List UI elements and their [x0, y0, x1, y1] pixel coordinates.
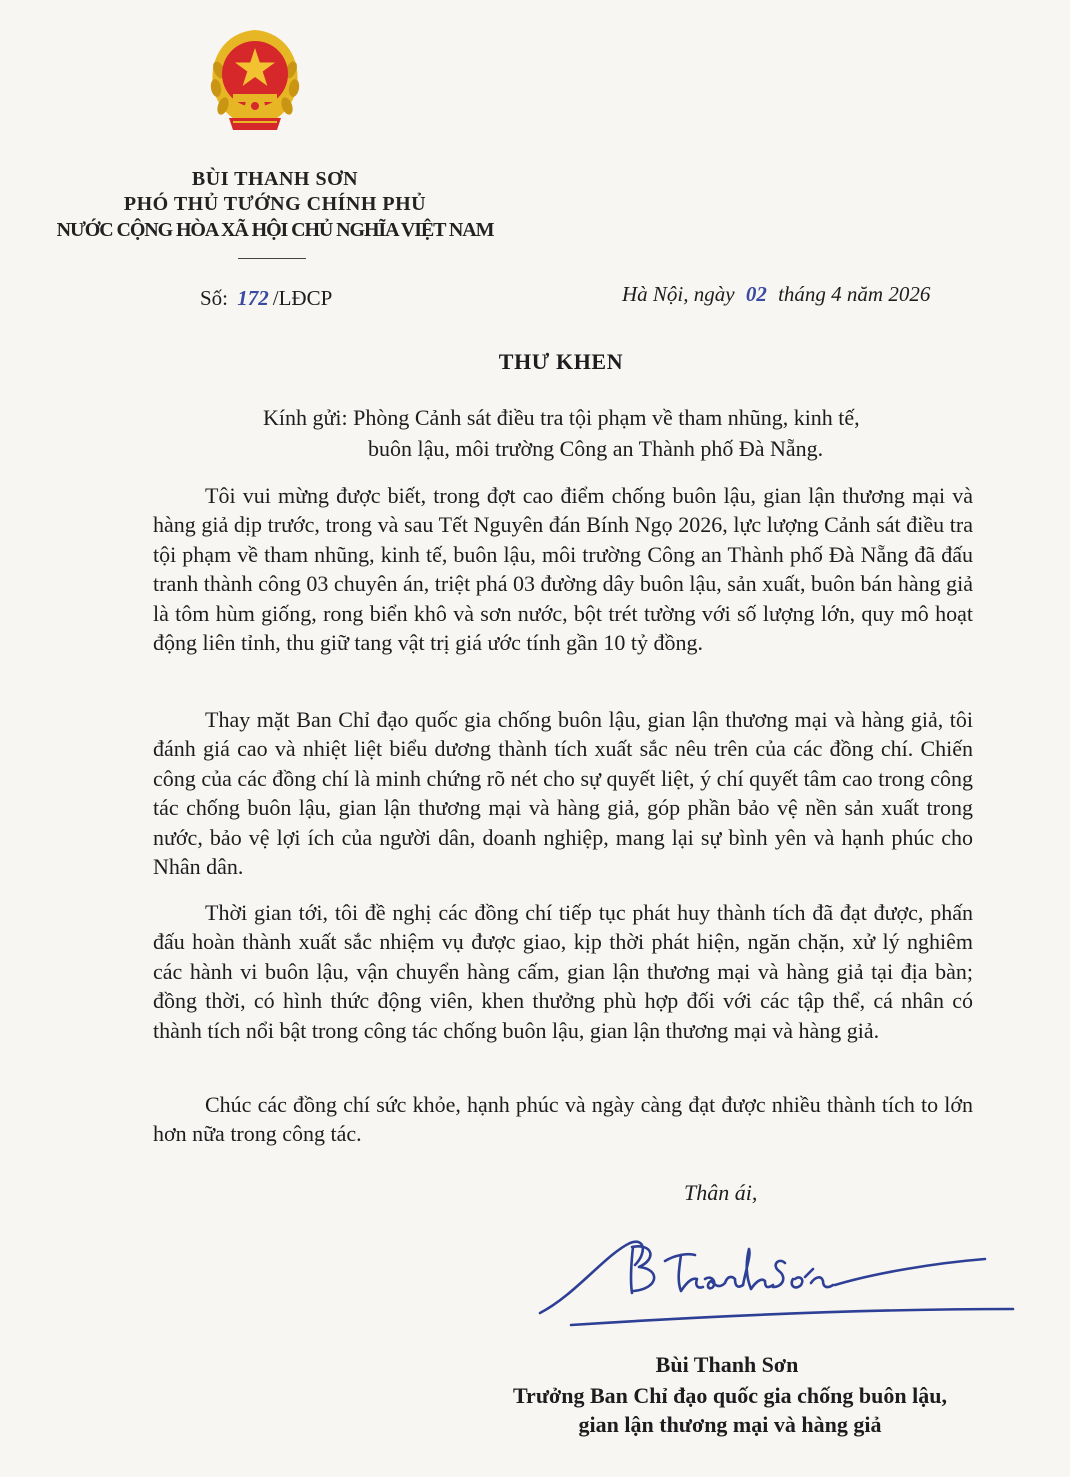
salutation	[263, 402, 860, 464]
salutation-line-1: Kính gửi: Phòng Cảnh sát điều tra tội phạm về tham nhũng, kinh tế,	[263, 405, 860, 430]
number-suffix: /LĐCP	[272, 286, 333, 310]
signer-title	[460, 1381, 1000, 1439]
country-name: NƯỚC CỘNG HÒA XÃ HỘI CHỦ NGHĨA VIỆT NAM	[56, 219, 494, 241]
document-number	[200, 286, 332, 311]
date-line	[622, 282, 930, 307]
sender-name: BÙI THANH SƠN	[191, 168, 359, 190]
date-prefix: Hà Nội, ngày	[622, 282, 735, 306]
body-paragraph: Thay mặt Ban Chỉ đạo quốc gia chống buôn lậu, gian lận thương mại và hàng giả, tôi đánh giá cao và nhiệt liệt biểu dương thành tích xuất sắc nêu trên của các đồng chí. Chiến công của các đồng chí là minh chứng rõ nét cho sự quyết liệt, ý chí quyết tâm cao trong công tác chống buôn lậu, gian lận thương mại và hàng giả, góp phần bảo vệ nền sản xuất trong nước, bảo vệ lợi ích của người dân, doanh nghiệp, mang lại sự bình yên và hạnh phúc cho Nhân dân.	[153, 707, 973, 880]
signer-title-line-1: Trưởng Ban Chỉ đạo quốc gia chống buôn lậu,	[513, 1383, 947, 1408]
signer-name: Bùi Thanh Sơn	[655, 1352, 799, 1377]
national-emblem-icon	[203, 22, 307, 138]
header-divider	[238, 258, 306, 259]
body-paragraph: Thời gian tới, tôi đề nghị các đồng chí tiếp tục phát huy thành tích đã đạt được, phấn đấu hoàn thành xuất sắc nhiệm vụ được giao, kịp thời phát hiện, ngăn chặn, xử lý nghiêm các hành vi buôn lậu, vận chuyển hàng cấm, gian lận thương mại và hàng giả tại địa bàn; đồng thời, có hình thức động viên, khen thưởng phù hợp đối với các tập thể, cá nhân có thành tích nổi bật trong công tác chống buôn lậu, gian lận thương mại và hàng giả.	[153, 900, 973, 1043]
closing: Thân ái,	[684, 1180, 758, 1205]
sender-position: PHÓ THỦ TƯỚNG CHÍNH PHỦ	[123, 193, 427, 215]
signer-title-line-2: gian lận thương mại và hàng giả	[578, 1412, 882, 1437]
salutation-line-2: buôn lậu, môi trường Công an Thành phố Đà Nẵng.	[368, 436, 824, 461]
number-value: 172	[237, 286, 269, 310]
date-day: 02	[745, 282, 767, 306]
signature-image	[535, 1225, 1025, 1335]
letter-title: THƯ KHEN	[498, 349, 624, 374]
body-paragraph: Tôi vui mừng được biết, trong đợt cao điểm chống buôn lậu, gian lận thương mại và hàng giả dịp trước, trong và sau Tết Nguyên đán Bính Ngọ 2026, lực lượng Cảnh sát điều tra tội phạm về tham nhũng, kinh tế, buôn lậu, môi trường Công an Thành phố Đà Nẵng đã đấu tranh thành công 03 chuyên án, triệt phá 03 đường dây buôn lậu, sản xuất, buôn bán hàng giả là tôm hùm giống, rong biển khô và sơn nước, bột trét tường với số lượng lớn, quy mô hoạt động liên tỉnh, thu giữ tang vật trị giá ước tính gần 10 tỷ đồng.	[153, 483, 973, 656]
number-label: Số:	[200, 286, 229, 310]
date-rest: tháng 4 năm 2026	[778, 282, 931, 306]
body-paragraph: Chúc các đồng chí sức khỏe, hạnh phúc và ngày càng đạt được nhiều thành tích to lớn hơn nữa trong công tác.	[153, 1092, 973, 1147]
